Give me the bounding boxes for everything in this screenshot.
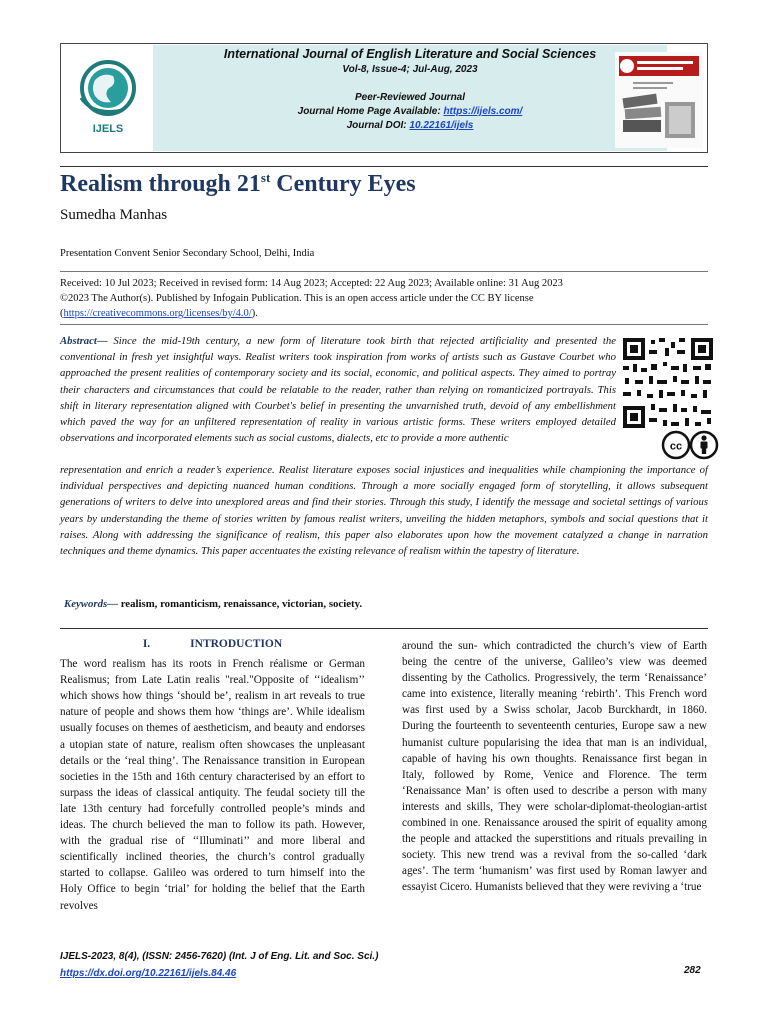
qr-code-icon[interactable] bbox=[621, 336, 715, 430]
license-link[interactable]: https://creativecommons.org/licenses/by/4.0/ bbox=[63, 308, 252, 319]
journal-header bbox=[60, 43, 708, 153]
journal-doi-link[interactable]: 10.22161/ijels bbox=[409, 120, 474, 131]
journal-doi-line bbox=[153, 120, 667, 131]
title-superscript: st bbox=[260, 170, 271, 185]
peer-reviewed-label: Peer-Reviewed Journal bbox=[354, 92, 466, 103]
journal-doi-label: Journal DOI: bbox=[346, 120, 410, 131]
body-column-right bbox=[402, 638, 707, 896]
journal-cover-image bbox=[615, 52, 703, 148]
header-banner bbox=[153, 45, 667, 151]
section-heading bbox=[60, 636, 365, 652]
dates-rule bbox=[60, 271, 708, 272]
body-rule bbox=[60, 628, 708, 629]
license-open: ( bbox=[60, 308, 64, 319]
page-number: 282 bbox=[684, 965, 701, 976]
section-title: INTRODUCTION bbox=[190, 638, 283, 650]
journal-issue: Vol-8, Issue-4; Jul-Aug, 2023 bbox=[342, 64, 478, 75]
creative-commons-by-icon[interactable] bbox=[660, 430, 720, 460]
title-main: Realism through 21 bbox=[60, 171, 261, 197]
license-url-line bbox=[60, 306, 710, 321]
keywords-text: realism, romanticism, renaissance, victorian, society. bbox=[118, 598, 363, 610]
keywords-label: Keywords— bbox=[64, 598, 118, 610]
title-end: Century Eyes bbox=[270, 171, 416, 197]
received-dates: Received: 10 Jul 2023; Received in revised form: 14 Aug 2023; Accepted: 22 Aug 2023; Available online: 31 Aug 2023 bbox=[60, 278, 563, 289]
home-page-line bbox=[153, 106, 667, 117]
body-column-left bbox=[60, 636, 365, 914]
abstract-rule bbox=[60, 324, 708, 325]
intro-paragraph-left: The word realism has its roots in French réalisme or German Realismus; from Late Latin realis "real."Opposite of ‘‘idealism’’ which shows how things ‘should be’, realism in art reveals to true nature of people and shows them how ‘things are’. While idealism usually focuses on themes of aestheticism, and beauty and endorses a utopian state of nature, realism often showcases the unpleasant details or the ‘real thing’. The Renaissance transition in European societies in the 15th and 16th century characterised by an effort to surpass the ideas of classical antiquity. The feudal society till the late 13th century had forcefully controlled people’s minds and ideas. The church believed the man to follow its path. However, with the gradual rise of ‘‘Illuminati’’ and more liberal and scientifically inclined theories, the church’s control gradually started to collapse. Galileo was ordered to turn himself into the Holy Office to begin ‘trial’ for holding the belief that the Earth revolves bbox=[60, 658, 365, 912]
journal-name: International Journal of English Literature and Social Sciences bbox=[223, 47, 597, 61]
article-dates bbox=[60, 276, 710, 321]
abstract-text-1: Since the mid-19th century, a new form of literature took birth that rejected artificiality and presented the conventional in fresh yet insightful ways. Realist writers took inspiration from works of artists such as Gustave Courbet who approached the present realities of contemporary society and its social, economic, and political aspects. They aimed to portray their characters and circumstances that could be relatable to the reader, rather than relying on romanticized portrayals. This shift in literary representation aligned with Courbet's belief in presenting the unvarnished truth, devoid of any embellishment which paved the way for an unfiltered representation of reality in various artistic forms. These writers employed detailed observations and incorporated elements such as social customs, dialects, etc to provide a more authentic bbox=[60, 335, 616, 445]
abstract-block-continued: representation and enrich a reader’s experience. Realist literature exposes social injustices and inequalities while championing the importance of individual perspectives and depicting nuanced human conditions. Through a more socially engaged form of storytelling, it allows subsequent generations of writers to delve into unexplored areas and find their stories. Through this study, I identify the message and societal settings of various years by understanding the theme of stories written by famous realist writers, unveiling the hidden metaphors, symbols and social questions that it raises. Along with addressing the significance of realism, this paper also elaborates upon how the movement catalyzed a change in narration techniques and theme dynamics. This paper accentuates the existing relevance of realism within the tapestry of literature. bbox=[60, 464, 708, 558]
intro-paragraph-right: around the sun- which contradicted the church’s view of Earth being the centre of the universe, Galileo’s view was deemed dissenting by the Catholics. Progressively, the term ‘Renaissance’ came into existence, literally meaning ‘rebirth’. This French word was first used by a Swiss scholar, Jacob Burckhardt, in 1860. During the fourteenth to seventeenth centuries, Europe saw a new humanist culture popularising the idea that man is an individual, capable of having his own thoughts. Renaissance first began in Italy, followed by Rome, Venice and Florence. The term ‘Renaissance Man’ is often used to describe a person with many interests and skills, They were scholar-diplomat-theologian-artist combined in one. Renaissance aroused the spirit of equality among the people and attacked the superstitions and rituals prevailing in society. This new trend was a revival from the so-called ‘dark ages’. The term ‘humanism’ was first used by Roman lawyer and essayist Cicero. Humanists believed that they were reviving a ‘true bbox=[402, 640, 707, 894]
svg-text:cc: cc bbox=[669, 440, 683, 453]
author-name: Sumedha Manhas bbox=[60, 207, 168, 223]
footer-citation: IJELS-2023, 8(4), (ISSN: 2456-7620) (Int. J of Eng. Lit. and Soc. Sci.) bbox=[60, 951, 379, 962]
license-close: ). bbox=[251, 308, 258, 319]
page-footer bbox=[60, 948, 378, 982]
keywords-line bbox=[64, 598, 362, 610]
author-affiliation: Presentation Convent Senior Secondary School, Delhi, India bbox=[60, 248, 315, 259]
license-statement: ©2023 The Author(s). Published by Infogain Publication. This is an open access article under the CC BY license bbox=[60, 293, 534, 304]
journal-logo bbox=[73, 58, 143, 138]
abstract-label: Abstract— bbox=[60, 335, 108, 347]
abstract-block bbox=[60, 333, 616, 446]
paper-title bbox=[60, 170, 416, 198]
section-number: I. bbox=[142, 638, 151, 650]
logo-text: IJELS bbox=[92, 123, 124, 135]
home-page-label: Journal Home Page Available: bbox=[297, 106, 444, 117]
footer-doi-link[interactable]: https://dx.doi.org/10.22161/ijels.84.46 bbox=[60, 968, 237, 979]
home-page-link[interactable]: https://ijels.com/ bbox=[443, 106, 523, 117]
title-rule bbox=[60, 166, 708, 167]
